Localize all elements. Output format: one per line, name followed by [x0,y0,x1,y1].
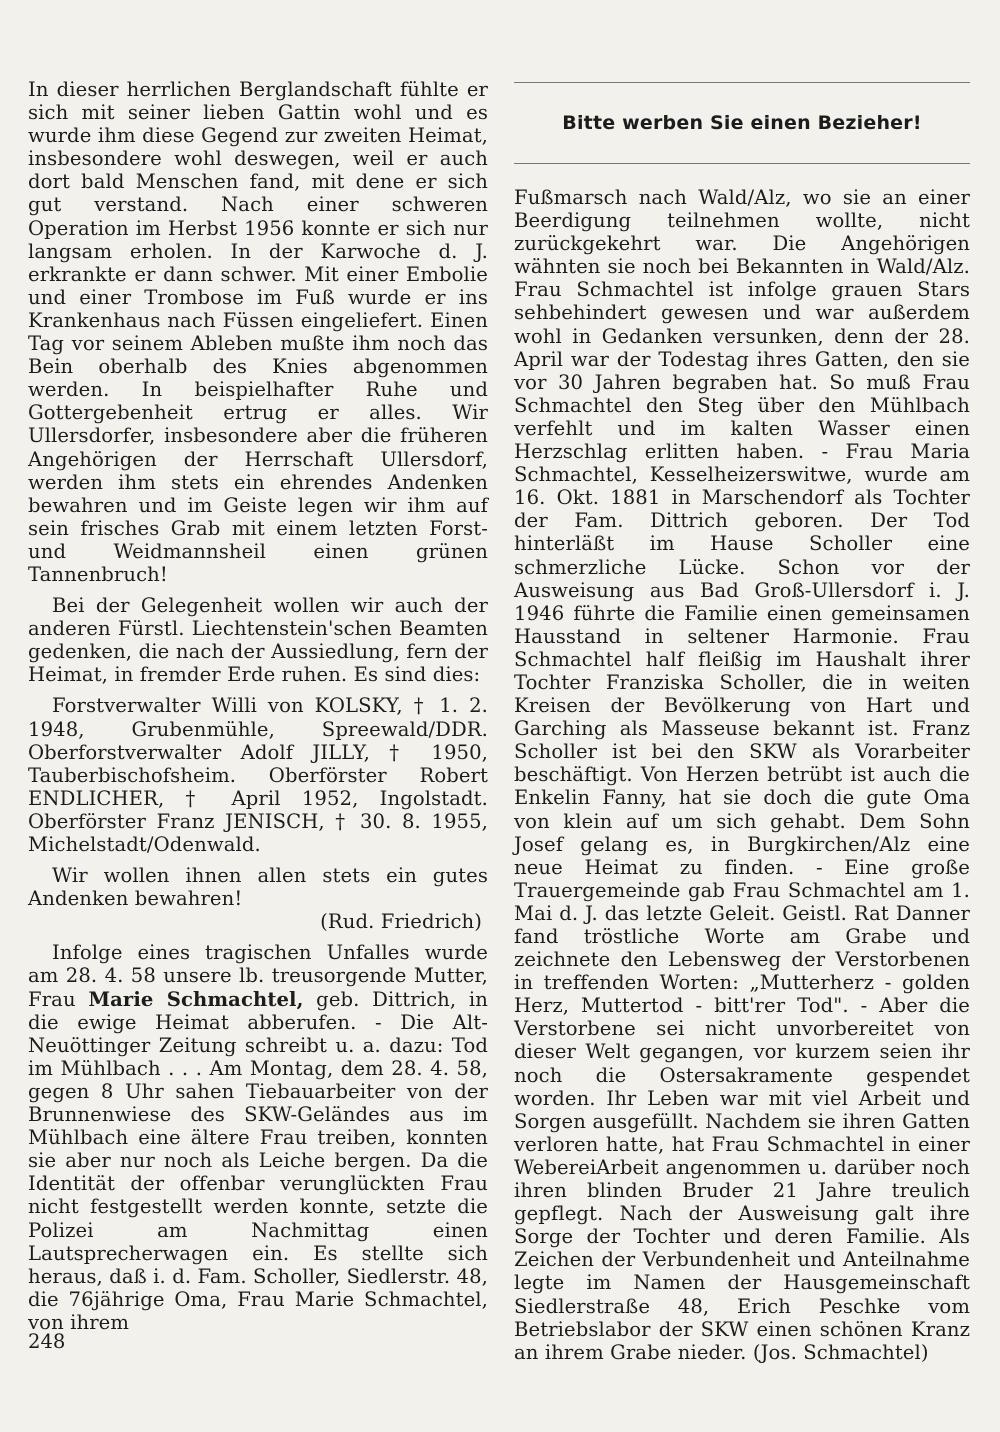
right-column [514,186,970,1372]
paragraph-gedenken: Bei der Gelegenheit wollen wir auch der anderen Fürstl. Liechtenstein'schen Beamten gedenken, die nach der Aussiedlung, fern der Heimat, in fremder Erde ruhen. Es sind dies: [28,594,488,687]
page-number: 248 [28,1330,66,1353]
subscriber-banner [514,82,970,164]
unfall-text-start: Infolge eines tragischen Unfalles wurde am 28. 4. 58 unsere lb. treusorgende Mutter, Frau [28,941,488,1011]
deceased-name: Marie Schmachtel, [88,987,304,1011]
banner-text: Bitte werben Sie einen Bezieher! [562,112,922,134]
signature-friedrich: (Rud. Friedrich) [320,910,482,934]
paragraph-berglandschaft: In dieser herrlichen Berglandschaft fühlte er sich mit seiner lieben Gattin wohl und es wurde ihm diese Gegend zur zweiten Heimat, insbesondere wohl deswegen, weil er auch dort bald Menschen fand, mit dene er sich gut verstand. Nach einer schweren Operation im Herbst 1956 konnte er sich nur langsam erholen. In der Karwoche d. J. erkrankte er dann schwer. Mit einer Embolie und einer Trombose im Fuß wurde er ins Krankenhaus nach Füssen eingeliefert. Einen Tag vor seinem Ableben mußte ihm noch das Bein oberhalb des Knies abgenommen werden. In beispielhafter Ruhe und Gottergebenheit ertrug er alles. Wir Ullersdorfer, insbesondere aber die früheren Angehörigen der Herrschaft Ullersdorf, werden ihm stets ein ehrendes Andenken bewahren und im Geiste legen wir ihm auf sein frisches Grab mit einem letzten Forst- und Weidmannsheil einen grünen Tannenbruch! [28,78,488,586]
paragraph-andenken: Wir wollen ihnen allen stets ein gutes Andenken bewahren! [28,864,488,911]
left-column [28,78,488,1342]
paragraph-unfall [28,941,488,1334]
paragraph-beamten-liste: Forstverwalter Willi von KOLSKY, † 1. 2. 1948, Grubenmühle, Spreewald/DDR. Oberforstverwalter Adolf JILLY, † 1950, Tauberbischofsheim. Oberförster Robert ENDLICHER, † April 1952, Ingolstadt. Oberförster Franz JENISCH, † 30. 8. 1955, Michelstadt/Odenwald. [28,694,488,856]
paragraph-nachruf-fortsetzung: Fußmarsch nach Wald/Alz, wo sie an einer Beerdigung teilnehmen wollte, nicht zurückgekehrt war. Die Angehörigen wähnten sie noch bei Bekannten in Wald/Alz. Frau Schmachtel ist infolge grauen Stars sehbehindert gewesen und war außerdem wohl in Gedanken versunken, denn der 28. April war der Todestag ihres Gatten, den sie vor 30 Jahren begraben hat. So muß Frau Schmachtel den Steg über den Mühlbach verfehlt und im kalten Wasser einen Herzschlag erlitten haben. - Frau Maria Schmachtel, Kesselheizerswitwe, wurde am 16. Okt. 1881 in Marschendorf als Tochter der Fam. Dittrich geboren. Der Tod hinterläßt im Hause Scholler eine schmerzliche Lücke. Schon vor der Ausweisung aus Bad Groß-Ullersdorf i. J. 1946 führte die Familie einen gemeinsamen Hausstand in seltener Harmonie. Frau Schmachtel half fleißig im Haushalt ihrer Tochter Franziska Scholler, die in weiten Kreisen der Bevölkerung von Hart und Garching als Masseuse bekannt ist. Franz Scholler ist bei den SKW als Vorarbeiter beschäftigt. Von Herzen betrübt ist auch die Enkelin Fanny, hat sie doch die gute Oma von klein auf um sich gehabt. Dem Sohn Josef gelang es, in Burgkirchen/Alz eine neue Heimat zu finden. - Eine große Trauergemeinde gab Frau Schmachtel am 1. Mai d. J. das letzte Geleit. Geistl. Rat Danner fand tröstliche Worte am Grabe und zeichnete den Lebensweg der Verstorbenen in treffenden Worten: „Mutterherz - golden Herz, Muttertod - bitt'rer Tod". - Aber die Verstorbene sei nicht unvorbereitet von dieser Welt gegangen, vor kurzem seien ihr noch die Ostersakramente gespendet worden. Ihr Leben war mit viel Arbeit und Sorgen ausgefüllt. Nachdem sie ihren Gatten verloren hatte, hat Frau Schmachtel in einer WebereiArbeit angenommen u. darüber noch ihren blinden Bruder 21 Jahre treulich gepflegt. Nach der Ausweisung galt ihre Sorge der Tochter und deren Familie. Als Zeichen der Verbundenheit und Anteilnahme legte im Namen der Hausgemeinschaft Siedlerstraße 48, Erich Peschke vom Betriebslabor der SKW einen schönen Kranz an ihrem Grabe nieder. (Jos. Schmachtel) [514,186,970,1364]
unfall-text-rest: geb. Dittrich, in die ewige Heimat abberufen. - Die Alt-Neuöttinger Zeitung schreibt u. a. dazu: Tod im Mühlbach . . . Am Montag, dem 28. 4. 58, gegen 8 Uhr sahen Tiebauarbeiter von der Brunnenwiese des SKW-Geländes aus im Mühlbach eine ältere Frau treiben, konnten sie aber nur noch als Leiche bergen. Da die Identität der offenbar verunglückten Frau nicht festgestellt werden konnte, setzte die Polizei am Nachmittag einen Lautsprecherwagen ein. Es stellte sich heraus, daß i. d. Fam. Scholler, Siedlerstr. 48, die 76jährige Oma, Frau Marie Schmachtel, von ihrem [28,987,488,1334]
